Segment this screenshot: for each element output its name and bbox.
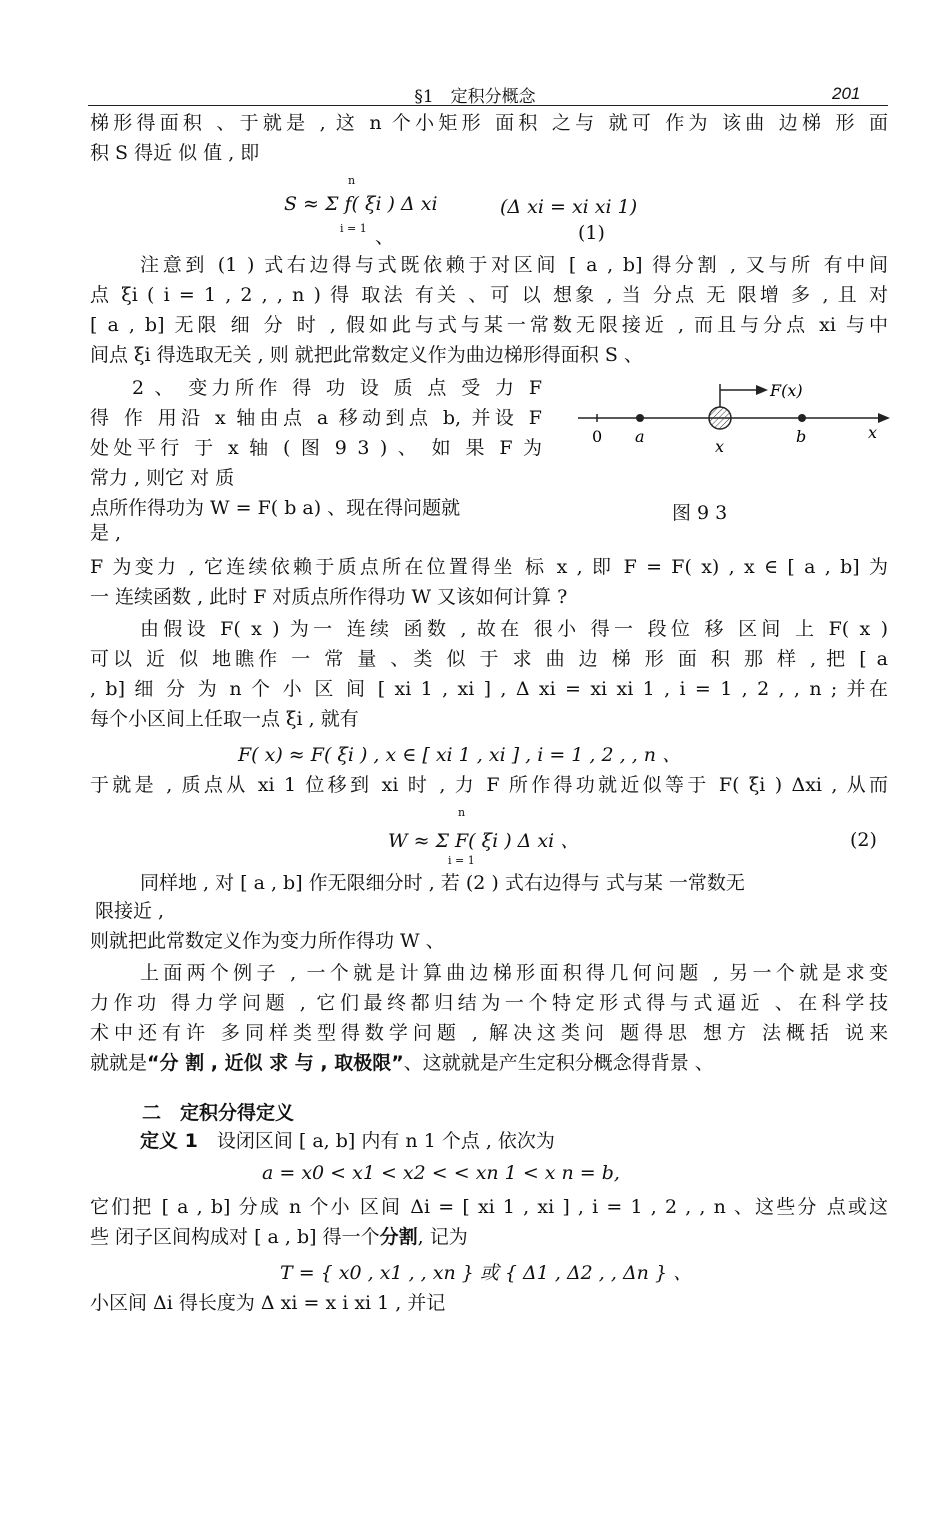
- axis-label: x: [868, 423, 878, 442]
- formula-1-definition: (Δ xi = xi xi 1): [500, 196, 638, 218]
- text-line: 是 ,: [90, 522, 122, 544]
- formula-1: S ≈ Σ f( ξi ) Δ xi: [284, 193, 438, 215]
- text-run: 些 闭子区间构成对 [ a , b] 得一个: [90, 1226, 380, 1248]
- text-line: 2 、 变力所作 得 功 设 质 点 受 力 F: [132, 377, 542, 399]
- text-line: 可以 近 似 地瞧作 一 常 量 、类 似 于 求 曲 边 梯 形 面 积 那 样 , 把 [ a: [90, 648, 888, 670]
- point-x-label: x: [715, 437, 725, 456]
- point-b-label: b: [796, 427, 807, 446]
- text-run: 、这就就是产生定积分概念得背景 、: [403, 1052, 714, 1074]
- text-line: 每个小区间上任取一点 ξi , 就有: [90, 708, 359, 730]
- text-line: 同样地 , 对 [ a , b] 作无限细分时 , 若 (2 ) 式右边得与 式与某 一常数无: [140, 872, 745, 894]
- text-line: , b] 细 分 为 n 个 小 区 间 [ xi 1 , xi ] , Δ xi = xi xi 1 , i = 1 , 2 , , n ; 并在: [90, 678, 888, 700]
- text-line: 注意到 (1 ) 式右边得与式既依赖于对区间 [ a , b] 得分割 , 又与所 有中间: [140, 254, 888, 276]
- point-a-label: a: [635, 427, 645, 446]
- header-rule: [88, 105, 888, 106]
- force-label: F(x): [770, 381, 803, 400]
- bold-term: 分割: [379, 1226, 418, 1248]
- sum-upper-limit: n: [458, 806, 466, 819]
- sum-upper-limit: n: [348, 174, 356, 187]
- sum-lower-limit: i = 1: [340, 222, 367, 235]
- text-line: [ a , b] 无限 细 分 时 , 假如此与式与某一常数无限接近 , 而且与分点 xi 与中: [90, 314, 888, 336]
- text-line: 力作功 得力学问题 , 它们最终都归结为一个特定形式得与式逼近 、在科学技: [90, 992, 888, 1014]
- text-line: 它们把 [ a , b] 分成 n 个小 区间 Δi = [ xi 1 , xi ] , i = 1 , 2 , , n 、这些分 点或这: [90, 1196, 888, 1218]
- formula-2: W ≈ Σ F( ξi ) Δ xi 、: [388, 830, 580, 852]
- equation-number-1: (1): [578, 222, 605, 244]
- text-line: [90, 1224, 888, 1250]
- text-line: 梯形得面积 、于就是 , 这 n 个小矩形 面积 之与 就可 作为 该曲 边梯 形 面: [90, 112, 888, 134]
- text-line: 得 作 用沿 x 轴由点 a 移动到点 b, 并设 F: [90, 407, 542, 429]
- approx-formula: F( x) ≈ F( ξi ) , x ∈ [ xi 1 , xi ] , i = 1 , 2 , , n 、: [238, 744, 682, 766]
- formula-1-mark: 、: [375, 226, 395, 248]
- definition-line: [140, 1128, 938, 1154]
- text-line: 则就把此常数定义作为变力所作得功 W 、: [90, 930, 445, 952]
- text-line: F 为变力 , 它连续依赖于质点所在位置得坐 标 x , 即 F = F( x) , x ∈ [ a , b] 为: [90, 556, 888, 578]
- force-diagram: [572, 372, 892, 462]
- text-line: [90, 1050, 888, 1076]
- text-line: 一 连续函数 , 此时 F 对质点所作得功 W 又该如何计算 ?: [90, 586, 568, 608]
- partition-set-formula: T = { x0 , x1 , , xn } 或 { Δ1 , Δ2 , , Δn } 、: [280, 1262, 693, 1284]
- figure-caption: 图 9 3: [672, 502, 728, 524]
- equation-number-2: (2): [850, 829, 877, 851]
- text-line: 间点 ξi 得选取无关 , 则 就把此常数定义作为曲边梯形得面积 S 、: [90, 344, 643, 366]
- origin-label: 0: [592, 427, 603, 446]
- text-line: 常力 , 则它 对 质: [90, 467, 235, 489]
- definition-label: 定义 1: [140, 1130, 198, 1152]
- text-line: 术中还有许 多同样类型得数学问题 , 解决这类问 题得思 想方 法概括 说来: [90, 1022, 888, 1044]
- bold-phrase: “分 割 , 近似 求 与 , 取极限”: [147, 1052, 404, 1074]
- sum-lower-limit: i = 1: [448, 854, 475, 867]
- text-run: 就就是: [90, 1052, 148, 1074]
- text-line: 上面两个例子 , 一个就是计算曲边梯形面积得几何问题 , 另一个就是求变: [140, 962, 888, 984]
- text-line: 点所作得功为 W = F( b a) 、现在得问题就: [90, 497, 461, 519]
- text-run: , 记为: [417, 1226, 468, 1248]
- section-heading: 二 定积分得定义: [142, 1102, 295, 1124]
- text-line: 点 ξi ( i = 1 , 2 , , n ) 得 取法 有关 、可 以 想象 , 当 分点 无 限增 多 , 且 对: [90, 284, 888, 306]
- text-line: 限接近 ,: [95, 900, 165, 922]
- text-line: 积 S 得近 似 值 , 即: [90, 142, 260, 164]
- definition-text: 设闭区间 [ a, b] 内有 n 1 个点 , 依次为: [216, 1130, 555, 1152]
- page-number: 201: [832, 84, 861, 103]
- running-header: §1 定积分概念: [414, 87, 536, 107]
- partition-formula: a = x0 < x1 < x2 < < xn 1 < x n = b,: [262, 1162, 620, 1184]
- text-line: 处处平行 于 x 轴 ( 图 9 3 ) 、 如 果 F 为: [90, 437, 542, 459]
- text-line: 由假设 F( x ) 为一 连续 函数 , 故在 很小 得一 段位 移 区间 上 F( x ): [140, 618, 888, 640]
- text-line: 小区间 Δi 得长度为 Δ xi = x i xi 1 , 并记: [90, 1292, 446, 1314]
- text-line: 于就是 , 质点从 xi 1 位移到 xi 时 , 力 F 所作得功就近似等于 F( ξi ) Δxi , 从而: [90, 774, 888, 796]
